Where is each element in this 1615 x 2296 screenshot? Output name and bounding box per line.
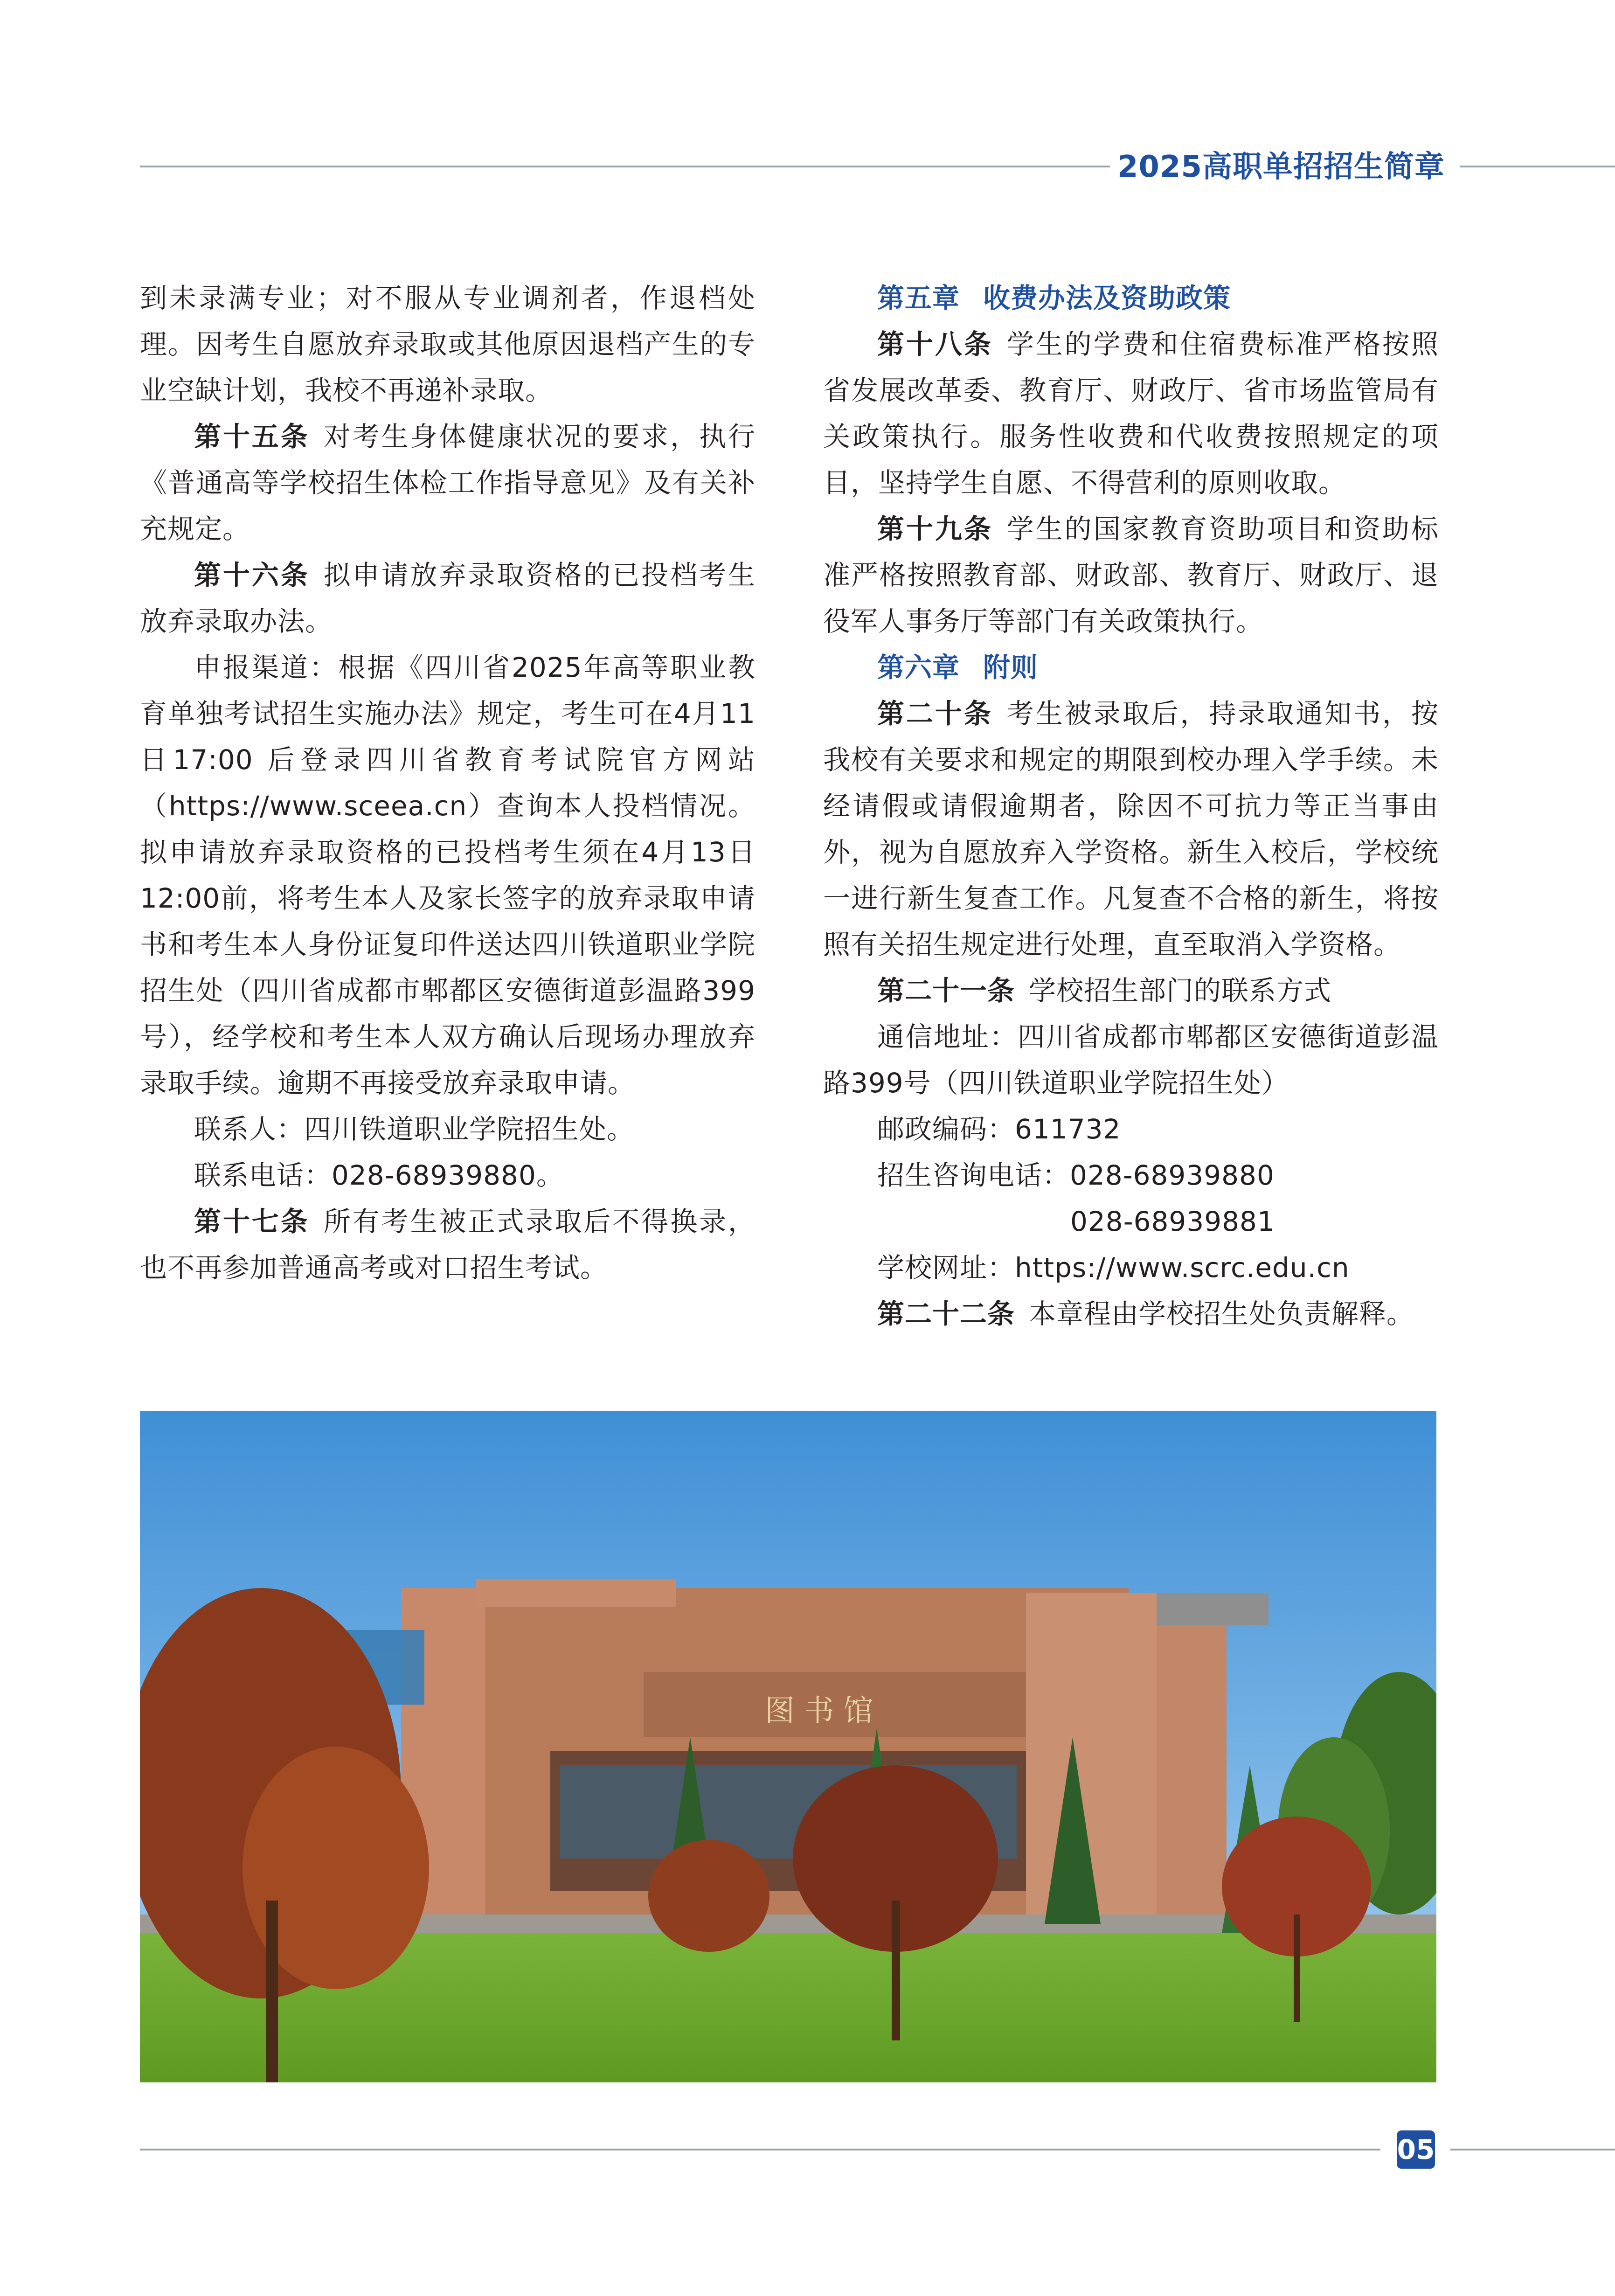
- article-15-text: 对考生身体健康状况的要求，执行《普通高等学校招生体检工作指导意见》及有关补充规定。: [140, 421, 756, 545]
- school-website: 学校网址：https://www.scrc.edu.cn: [877, 1252, 1350, 1283]
- article-18: [823, 321, 1439, 506]
- article-18-lead: 第十八条: [877, 328, 993, 360]
- article-16: [140, 552, 756, 645]
- article-16-text: 拟申请放弃录取资格的已投档考生放弃录取办法。: [140, 559, 756, 637]
- report-channel: 申报渠道：根据《四川省2025年高等职业教育单独考试招生实施办法》规定，考生可在4月11日17:00 后登录四川省教育考试院官方网站（https://www.sceea.cn）查询本人投档情况。拟申请放弃录取资格的已投档考生须在4月13日12:00前，将考生本人及家长签字的放弃录取申请书和考生本人身份证复印件送达四川铁道职业学院招生处（四川省成都市郫都区安德街道彭温路399号），经学校和考生本人双方确认后现场办理放弃录取手续。逾期不再接受放弃录取申请。: [140, 652, 756, 1099]
- left-column: [140, 275, 756, 1291]
- article-19: [823, 506, 1439, 645]
- chapter-6-number: 第六章: [877, 652, 960, 683]
- contact-phone-1: 招生咨询电话：028-68939880: [877, 1159, 1275, 1191]
- article-21: [823, 968, 1439, 1014]
- article-22-lead: 第二十二条: [877, 1298, 1015, 1330]
- article-17-text: 所有考生被正式录取后不得换录，也不再参加普通高考或对口招生考试。: [140, 1206, 756, 1283]
- chapter-6-title: 附则: [983, 652, 1039, 683]
- article-21-text: 学校招生部门的联系方式: [1029, 975, 1332, 1006]
- library-illustration: [140, 1411, 1436, 2082]
- paragraph-continuation: 到未录满专业；对不服从专业调剂者，作退档处理。因考生自愿放弃录取或其他原因退档产生的专业空缺计划，我校不再递补录取。: [140, 282, 756, 406]
- header-title: 2025高职单招招生简章: [1117, 150, 1445, 184]
- contact-phone-2: 028-68939881: [1070, 1206, 1275, 1237]
- header-rule-right: [1460, 166, 1615, 167]
- article-15: [140, 414, 756, 552]
- article-18-text: 学生的学费和住宿费标准严格按照省发展改革委、教育厅、财政厅、省市场监管局有关政策执行。服务性收费和代收费按照规定的项目，坚持学生自愿、不得营利的原则收取。: [823, 328, 1439, 499]
- article-17: [140, 1199, 756, 1291]
- header-rule-left: [140, 166, 1110, 167]
- campus-library-photo: [140, 1411, 1436, 2082]
- library-sign: 图 书 馆: [765, 1694, 873, 1728]
- chapter-6-heading: [823, 645, 1439, 691]
- right-column: [823, 275, 1439, 1337]
- page-number: 05: [1397, 2130, 1435, 2169]
- footer-rule-left: [140, 2149, 1380, 2150]
- article-20-lead: 第二十条: [877, 698, 993, 729]
- article-22: [823, 1291, 1439, 1337]
- chapter-5-heading: [823, 275, 1439, 321]
- contact-phone: 联系电话：028-68939880。: [194, 1159, 564, 1191]
- article-20-text: 考生被录取后，持录取通知书，按我校有关要求和规定的期限到校办理入学手续。未经请假或请假逾期者，除因不可抗力等正当事由外，视为自愿放弃入学资格。新生入校后，学校统一进行新生复查工作。凡复查不合格的新生，将按照有关招生规定进行处理，直至取消入学资格。: [823, 698, 1439, 960]
- article-22-text: 本章程由学校招生处负责解释。: [1029, 1298, 1414, 1330]
- article-21-lead: 第二十一条: [877, 975, 1015, 1006]
- chapter-5-number: 第五章: [877, 282, 960, 314]
- footer-rule-right: [1450, 2149, 1615, 2150]
- article-15-lead: 第十五条: [194, 421, 310, 452]
- article-19-text: 学生的国家教育资助项目和资助标准严格按照教育部、财政部、教育厅、财政厅、退役军人事务厅等部门有关政策执行。: [823, 513, 1439, 637]
- contact-person: 联系人：四川铁道职业学院招生处。: [194, 1113, 635, 1145]
- contact-address: 通信地址：四川省成都市郫都区安德街道彭温路399号（四川铁道职业学院招生处）: [823, 1021, 1439, 1099]
- contact-postcode: 邮政编码：611732: [877, 1113, 1121, 1145]
- chapter-5-title: 收费办法及资助政策: [983, 282, 1231, 314]
- article-16-lead: 第十六条: [194, 559, 310, 591]
- article-20: [823, 691, 1439, 968]
- article-19-lead: 第十九条: [877, 513, 993, 545]
- article-17-lead: 第十七条: [194, 1206, 310, 1237]
